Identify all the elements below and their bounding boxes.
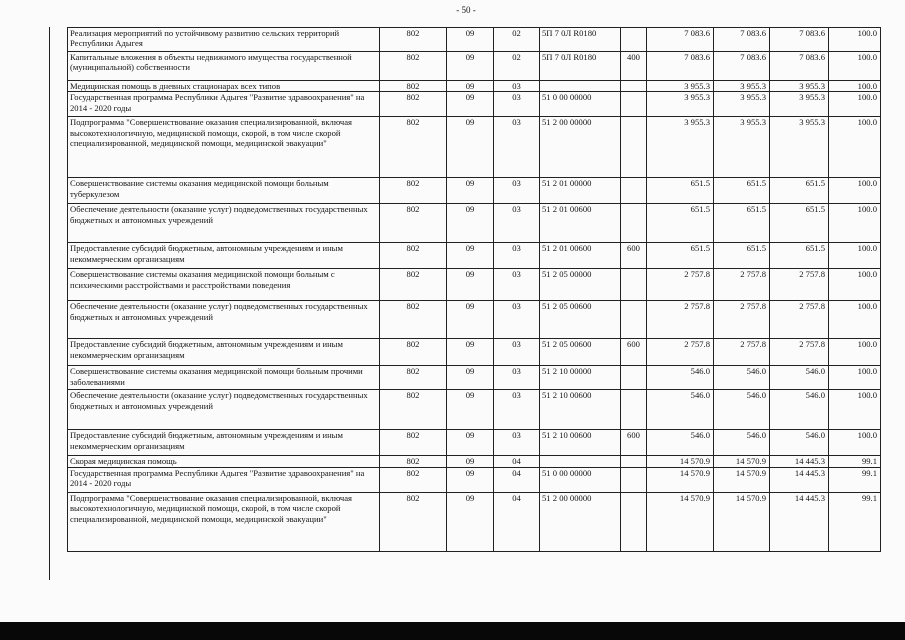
cell-vr	[621, 117, 647, 178]
cell-v1: 651.5	[647, 178, 714, 204]
cell-pct: 100.0	[829, 430, 881, 456]
cell-pct: 100.0	[829, 243, 881, 269]
cell-rz: 09	[447, 28, 494, 52]
cell-rz: 09	[447, 467, 494, 492]
cell-v3: 651.5	[770, 178, 829, 204]
cell-pr: 03	[494, 204, 540, 243]
cell-rz: 09	[447, 339, 494, 366]
cell-rz: 09	[447, 92, 494, 117]
cell-pr: 04	[494, 456, 540, 467]
cell-v2: 651.5	[714, 204, 770, 243]
cell-csr	[540, 456, 621, 467]
cell-csr: 51 2 10 00000	[540, 366, 621, 390]
table-row	[68, 456, 881, 467]
cell-v1: 3 955.3	[647, 92, 714, 117]
cell-v2: 651.5	[714, 178, 770, 204]
cell-v2: 14 570.9	[714, 456, 770, 467]
cell-adm: 802	[380, 117, 447, 178]
cell-pr: 03	[494, 81, 540, 92]
cell-vr: 600	[621, 430, 647, 456]
cell-csr: 51 2 01 00600	[540, 204, 621, 243]
cell-v3: 3 955.3	[770, 92, 829, 117]
cell-pr: 02	[494, 52, 540, 81]
cell-csr: 51 2 05 00600	[540, 339, 621, 366]
cell-vr	[621, 81, 647, 92]
cell-adm: 802	[380, 467, 447, 492]
cell-rz: 09	[447, 178, 494, 204]
cell-v1: 3 955.3	[647, 117, 714, 178]
table-row	[68, 301, 881, 339]
cell-pct: 100.0	[829, 81, 881, 92]
cell-v2: 7 083.6	[714, 52, 770, 81]
cell-name: Предоставление субсидий бюджетным, автономным учреждениям и иным некоммерческим организациям	[68, 339, 380, 366]
cell-vr	[621, 492, 647, 551]
cell-pr: 03	[494, 366, 540, 390]
cell-pct: 100.0	[829, 269, 881, 301]
table-row	[68, 390, 881, 430]
table-row	[68, 269, 881, 301]
cell-v1: 2 757.8	[647, 301, 714, 339]
cell-v3: 2 757.8	[770, 269, 829, 301]
cell-pr: 03	[494, 430, 540, 456]
cell-csr: 51 2 05 00600	[540, 301, 621, 339]
cell-csr: 5П 7 0Л R0180	[540, 28, 621, 52]
cell-name: Предоставление субсидий бюджетным, автономным учреждениям и иным некоммерческим организациям	[68, 243, 380, 269]
cell-v1: 2 757.8	[647, 339, 714, 366]
cell-pct: 100.0	[829, 339, 881, 366]
cell-rz: 09	[447, 492, 494, 551]
cell-pct: 100.0	[829, 178, 881, 204]
table-row	[68, 81, 881, 92]
cell-name: Реализация мероприятий по устойчивому развитию сельских территорий Республики Адыгея	[68, 28, 380, 52]
cell-adm: 802	[380, 456, 447, 467]
cell-pct: 100.0	[829, 301, 881, 339]
cell-name: Совершенствование системы оказания медицинской помощи больным туберкулезом	[68, 178, 380, 204]
cell-v1: 546.0	[647, 366, 714, 390]
cell-vr	[621, 204, 647, 243]
table-row	[68, 339, 881, 366]
cell-pr: 04	[494, 467, 540, 492]
cell-rz: 09	[447, 117, 494, 178]
cell-vr	[621, 456, 647, 467]
cell-rz: 09	[447, 456, 494, 467]
cell-v2: 546.0	[714, 366, 770, 390]
cell-v2: 546.0	[714, 390, 770, 430]
cell-v3: 3 955.3	[770, 81, 829, 92]
cell-v2: 3 955.3	[714, 92, 770, 117]
cell-v3: 7 083.6	[770, 52, 829, 81]
table-row	[68, 243, 881, 269]
cell-v3: 2 757.8	[770, 301, 829, 339]
cell-v3: 3 955.3	[770, 117, 829, 178]
cell-rz: 09	[447, 301, 494, 339]
cell-adm: 802	[380, 81, 447, 92]
page-number: - 50 -	[456, 5, 476, 15]
cell-v1: 3 955.3	[647, 81, 714, 92]
cell-pct: 99.1	[829, 456, 881, 467]
cell-v2: 14 570.9	[714, 492, 770, 551]
cell-adm: 802	[380, 178, 447, 204]
scan-bottom-edge	[0, 622, 905, 640]
table-row	[68, 366, 881, 390]
cell-v3: 7 083.6	[770, 28, 829, 52]
cell-v1: 14 570.9	[647, 492, 714, 551]
cell-adm: 802	[380, 269, 447, 301]
cell-vr	[621, 390, 647, 430]
cell-pct: 99.1	[829, 492, 881, 551]
cell-adm: 802	[380, 92, 447, 117]
cell-csr	[540, 81, 621, 92]
cell-csr: 51 2 01 00000	[540, 178, 621, 204]
table-row	[68, 430, 881, 456]
cell-name: Скорая медицинская помощь	[68, 456, 380, 467]
cell-name: Капитальные вложения в объекты недвижимого имущества государственной (муниципальной) собственности	[68, 52, 380, 81]
cell-v3: 546.0	[770, 366, 829, 390]
cell-name: Государственная программа Республики Адыгея "Развитие здравоохранения" на 2014 - 2020 годы	[68, 467, 380, 492]
table-row	[68, 204, 881, 243]
cell-v2: 2 757.8	[714, 269, 770, 301]
cell-v3: 651.5	[770, 243, 829, 269]
table-row	[68, 467, 881, 492]
cell-vr: 600	[621, 243, 647, 269]
table-row	[68, 492, 881, 551]
cell-rz: 09	[447, 430, 494, 456]
cell-name: Предоставление субсидий бюджетным, автономным учреждениям и иным некоммерческим организациям	[68, 430, 380, 456]
cell-adm: 802	[380, 339, 447, 366]
cell-pr: 04	[494, 492, 540, 551]
cell-rz: 09	[447, 390, 494, 430]
cell-adm: 802	[380, 204, 447, 243]
cell-name: Совершенствование системы оказания медицинской помощи больным прочими заболеваниями	[68, 366, 380, 390]
cell-vr	[621, 366, 647, 390]
table-row	[68, 52, 881, 81]
cell-rz: 09	[447, 269, 494, 301]
cell-vr	[621, 301, 647, 339]
cell-rz: 09	[447, 243, 494, 269]
cell-pr: 03	[494, 269, 540, 301]
cell-adm: 802	[380, 390, 447, 430]
cell-pr: 03	[494, 339, 540, 366]
cell-vr	[621, 28, 647, 52]
cell-csr: 51 2 00 00000	[540, 492, 621, 551]
cell-pr: 02	[494, 28, 540, 52]
cell-v3: 14 445.3	[770, 467, 829, 492]
cell-v3: 2 757.8	[770, 339, 829, 366]
table-row	[68, 28, 881, 52]
cell-v3: 546.0	[770, 390, 829, 430]
cell-v1: 14 570.9	[647, 456, 714, 467]
cell-v1: 546.0	[647, 390, 714, 430]
cell-v3: 651.5	[770, 204, 829, 243]
table-row	[68, 117, 881, 178]
cell-v2: 3 955.3	[714, 81, 770, 92]
cell-pr: 03	[494, 243, 540, 269]
cell-name: Совершенствование системы оказания медицинской помощи больным с психическими расстройствами и расстройствами поведения	[68, 269, 380, 301]
cell-pr: 03	[494, 390, 540, 430]
cell-v1: 651.5	[647, 204, 714, 243]
cell-rz: 09	[447, 204, 494, 243]
cell-vr	[621, 269, 647, 301]
cell-v3: 14 445.3	[770, 492, 829, 551]
cell-csr: 51 0 00 00000	[540, 467, 621, 492]
cell-v2: 546.0	[714, 430, 770, 456]
cell-v1: 14 570.9	[647, 467, 714, 492]
cell-csr: 51 0 00 00000	[540, 92, 621, 117]
cell-vr: 600	[621, 339, 647, 366]
budget-table	[67, 27, 881, 552]
cell-rz: 09	[447, 81, 494, 92]
cell-vr	[621, 467, 647, 492]
cell-pct: 100.0	[829, 92, 881, 117]
cell-pr: 03	[494, 117, 540, 178]
table-row	[68, 92, 881, 117]
margin-rule	[49, 27, 50, 580]
cell-v1: 546.0	[647, 430, 714, 456]
cell-v1: 651.5	[647, 243, 714, 269]
cell-pr: 03	[494, 178, 540, 204]
cell-v2: 3 955.3	[714, 117, 770, 178]
cell-pct: 99.1	[829, 467, 881, 492]
cell-name: Подпрограмма "Совершенствование оказания специализированной, включая высокотехнологичную, медицинской помощи, скорой, в том числе скорой специализированной, медицинской помощи, медицинской эвакуации"	[68, 492, 380, 551]
cell-adm: 802	[380, 492, 447, 551]
cell-v3: 546.0	[770, 430, 829, 456]
cell-pct: 100.0	[829, 117, 881, 178]
cell-pct: 100.0	[829, 52, 881, 81]
cell-csr: 51 2 10 00600	[540, 430, 621, 456]
cell-vr: 400	[621, 52, 647, 81]
cell-v2: 2 757.8	[714, 339, 770, 366]
cell-name: Медицинская помощь в дневных стационарах всех типов	[68, 81, 380, 92]
cell-vr	[621, 178, 647, 204]
cell-csr: 51 2 01 00600	[540, 243, 621, 269]
cell-pct: 100.0	[829, 28, 881, 52]
cell-v1: 7 083.6	[647, 28, 714, 52]
cell-rz: 09	[447, 366, 494, 390]
cell-adm: 802	[380, 430, 447, 456]
cell-csr: 51 2 10 00600	[540, 390, 621, 430]
cell-adm: 802	[380, 28, 447, 52]
cell-pr: 03	[494, 92, 540, 117]
cell-pct: 100.0	[829, 204, 881, 243]
table-row	[68, 178, 881, 204]
cell-name: Государственная программа Республики Адыгея "Развитие здравоохранения" на 2014 - 2020 годы	[68, 92, 380, 117]
cell-pr: 03	[494, 301, 540, 339]
cell-v1: 2 757.8	[647, 269, 714, 301]
cell-adm: 802	[380, 243, 447, 269]
cell-rz: 09	[447, 52, 494, 81]
cell-name: Обеспечение деятельности (оказание услуг) подведомственных государственных бюджетных и автономных учреждений	[68, 390, 380, 430]
cell-name: Обеспечение деятельности (оказание услуг) подведомственных государственных бюджетных и автономных учреждений	[68, 204, 380, 243]
cell-adm: 802	[380, 301, 447, 339]
cell-vr	[621, 92, 647, 117]
cell-csr: 5П 7 0Л R0180	[540, 52, 621, 81]
cell-csr: 51 2 00 00000	[540, 117, 621, 178]
cell-pct: 100.0	[829, 390, 881, 430]
cell-v2: 651.5	[714, 243, 770, 269]
cell-pct: 100.0	[829, 366, 881, 390]
cell-v3: 14 445.3	[770, 456, 829, 467]
cell-name: Обеспечение деятельности (оказание услуг) подведомственных государственных бюджетных и автономных учреждений	[68, 301, 380, 339]
cell-v2: 14 570.9	[714, 467, 770, 492]
cell-v2: 7 083.6	[714, 28, 770, 52]
cell-adm: 802	[380, 366, 447, 390]
cell-v1: 7 083.6	[647, 52, 714, 81]
cell-adm: 802	[380, 52, 447, 81]
cell-csr: 51 2 05 00000	[540, 269, 621, 301]
cell-name: Подпрограмма "Совершенствование оказания специализированной, включая высокотехнологичную, медицинской помощи, скорой, в том числе скорой специализированной, медицинской помощи, медицинской эвакуации"	[68, 117, 380, 178]
cell-v2: 2 757.8	[714, 301, 770, 339]
